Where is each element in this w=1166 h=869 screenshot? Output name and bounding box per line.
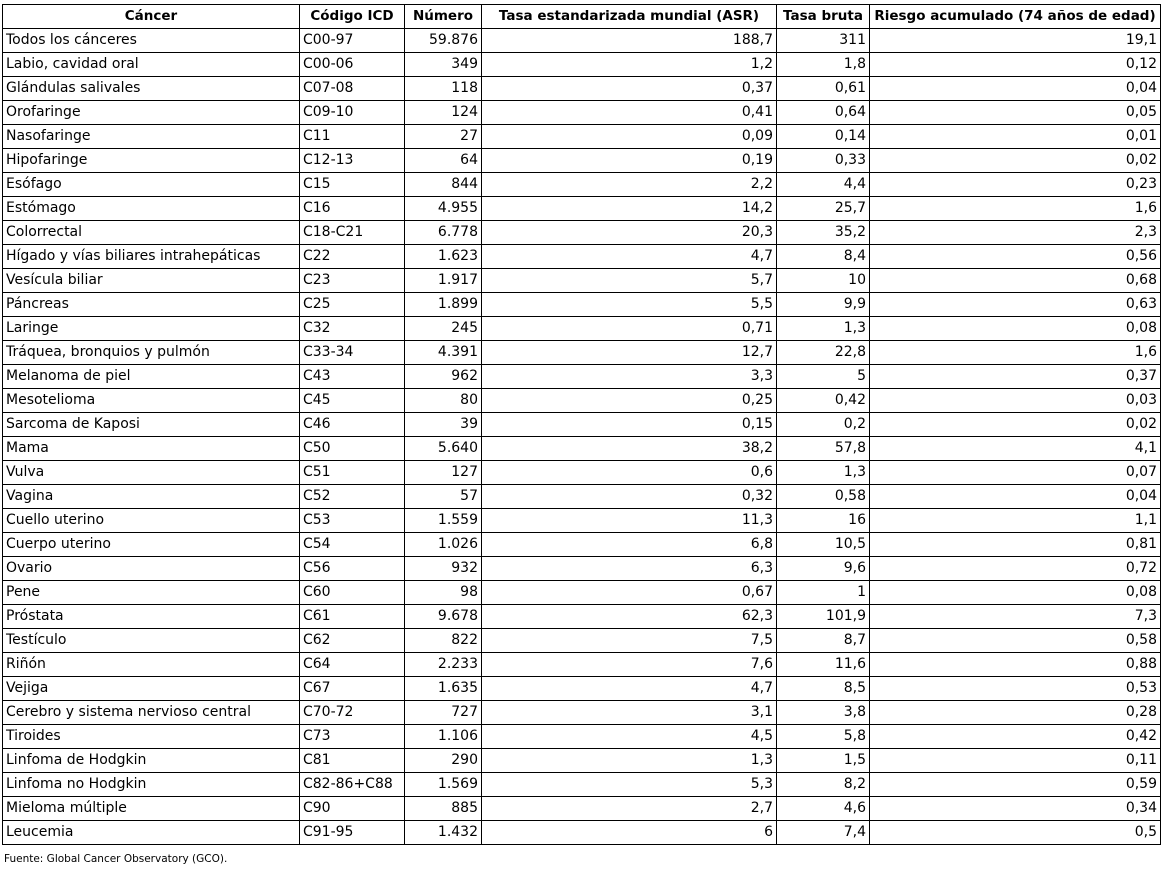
table-row — [3, 221, 1161, 245]
cell-cancer: Cuello uterino — [3, 509, 300, 533]
cell-asr: 6,3 — [482, 557, 777, 581]
cell-cumulative-risk: 0,08 — [870, 581, 1161, 605]
cell-number: 1.635 — [405, 677, 482, 701]
cell-asr: 38,2 — [482, 437, 777, 461]
table-row — [3, 77, 1161, 101]
cell-asr: 188,7 — [482, 29, 777, 53]
cell-asr: 62,3 — [482, 605, 777, 629]
cell-icd-code: C07-08 — [300, 77, 405, 101]
table-row — [3, 101, 1161, 125]
cell-crude-rate: 35,2 — [777, 221, 870, 245]
cell-icd-code: C00-06 — [300, 53, 405, 77]
cell-asr: 5,3 — [482, 773, 777, 797]
cell-asr: 0,37 — [482, 77, 777, 101]
cell-cancer: Vesícula biliar — [3, 269, 300, 293]
cell-crude-rate: 9,9 — [777, 293, 870, 317]
cell-asr: 0,71 — [482, 317, 777, 341]
cell-cumulative-risk: 0,81 — [870, 533, 1161, 557]
cell-cumulative-risk: 0,42 — [870, 725, 1161, 749]
cell-number: 57 — [405, 485, 482, 509]
cell-crude-rate: 101,9 — [777, 605, 870, 629]
header-icd-code: Código ICD — [300, 5, 405, 29]
cell-asr: 4,7 — [482, 677, 777, 701]
cell-cumulative-risk: 0,72 — [870, 557, 1161, 581]
cell-number: 1.559 — [405, 509, 482, 533]
table-header-row — [3, 5, 1161, 29]
cell-crude-rate: 10 — [777, 269, 870, 293]
cell-cumulative-risk: 0,88 — [870, 653, 1161, 677]
cell-crude-rate: 3,8 — [777, 701, 870, 725]
table-row — [3, 749, 1161, 773]
cell-number: 6.778 — [405, 221, 482, 245]
cell-crude-rate: 0,58 — [777, 485, 870, 509]
cell-number: 2.233 — [405, 653, 482, 677]
cell-number: 1.106 — [405, 725, 482, 749]
cell-number: 59.876 — [405, 29, 482, 53]
table-row — [3, 269, 1161, 293]
cell-number: 349 — [405, 53, 482, 77]
cell-asr: 1,2 — [482, 53, 777, 77]
cell-crude-rate: 5 — [777, 365, 870, 389]
table-row — [3, 293, 1161, 317]
cell-crude-rate: 1,8 — [777, 53, 870, 77]
cell-icd-code: C54 — [300, 533, 405, 557]
cell-icd-code: C15 — [300, 173, 405, 197]
cell-number: 127 — [405, 461, 482, 485]
cell-cancer: Melanoma de piel — [3, 365, 300, 389]
cell-cancer: Mieloma múltiple — [3, 797, 300, 821]
table-row — [3, 653, 1161, 677]
cell-cumulative-risk: 2,3 — [870, 221, 1161, 245]
table-row — [3, 389, 1161, 413]
cell-number: 885 — [405, 797, 482, 821]
cell-number: 98 — [405, 581, 482, 605]
cell-asr: 12,7 — [482, 341, 777, 365]
cell-cumulative-risk: 0,59 — [870, 773, 1161, 797]
cell-number: 5.640 — [405, 437, 482, 461]
cell-asr: 4,7 — [482, 245, 777, 269]
cell-icd-code: C52 — [300, 485, 405, 509]
cell-number: 39 — [405, 413, 482, 437]
header-cancer: Cáncer — [3, 5, 300, 29]
table-row — [3, 773, 1161, 797]
cell-asr: 0,19 — [482, 149, 777, 173]
cell-asr: 2,7 — [482, 797, 777, 821]
cell-cancer: Orofaringe — [3, 101, 300, 125]
cell-asr: 6 — [482, 821, 777, 845]
source-note: Fuente: Global Cancer Observatory (GCO). — [4, 853, 228, 865]
cell-number: 1.026 — [405, 533, 482, 557]
cell-cumulative-risk: 0,28 — [870, 701, 1161, 725]
cell-cancer: Mesotelioma — [3, 389, 300, 413]
cell-cumulative-risk: 0,01 — [870, 125, 1161, 149]
cell-cancer: Laringe — [3, 317, 300, 341]
table-row — [3, 557, 1161, 581]
cell-icd-code: C64 — [300, 653, 405, 677]
cell-cancer: Vulva — [3, 461, 300, 485]
table-row — [3, 605, 1161, 629]
cell-number: 844 — [405, 173, 482, 197]
cell-crude-rate: 311 — [777, 29, 870, 53]
cell-cumulative-risk: 0,53 — [870, 677, 1161, 701]
cell-asr: 0,09 — [482, 125, 777, 149]
cell-number: 64 — [405, 149, 482, 173]
cell-icd-code: C18-C21 — [300, 221, 405, 245]
cell-cancer: Todos los cánceres — [3, 29, 300, 53]
cell-asr: 5,5 — [482, 293, 777, 317]
table-row — [3, 581, 1161, 605]
cell-icd-code: C60 — [300, 581, 405, 605]
cell-cumulative-risk: 7,3 — [870, 605, 1161, 629]
table-row — [3, 701, 1161, 725]
cell-icd-code: C56 — [300, 557, 405, 581]
cell-icd-code: C91-95 — [300, 821, 405, 845]
cell-icd-code: C62 — [300, 629, 405, 653]
cell-cancer: Labio, cavidad oral — [3, 53, 300, 77]
cell-cancer: Cuerpo uterino — [3, 533, 300, 557]
cell-asr: 0,15 — [482, 413, 777, 437]
table-row — [3, 797, 1161, 821]
cell-cancer: Vagina — [3, 485, 300, 509]
cell-asr: 0,41 — [482, 101, 777, 125]
document-page — [2, 4, 1161, 865]
cell-number: 1.623 — [405, 245, 482, 269]
cell-cumulative-risk: 0,11 — [870, 749, 1161, 773]
cell-icd-code: C45 — [300, 389, 405, 413]
cell-cancer: Linfoma no Hodgkin — [3, 773, 300, 797]
cell-icd-code: C61 — [300, 605, 405, 629]
cell-crude-rate: 1,5 — [777, 749, 870, 773]
table-row — [3, 173, 1161, 197]
table-row — [3, 245, 1161, 269]
cell-crude-rate: 9,6 — [777, 557, 870, 581]
cell-cumulative-risk: 0,56 — [870, 245, 1161, 269]
cell-cancer: Ovario — [3, 557, 300, 581]
cell-number: 1.899 — [405, 293, 482, 317]
cell-icd-code: C51 — [300, 461, 405, 485]
table-row — [3, 29, 1161, 53]
cell-crude-rate: 11,6 — [777, 653, 870, 677]
cell-number: 4.955 — [405, 197, 482, 221]
cell-cancer: Tiroides — [3, 725, 300, 749]
header-cumulative-risk: Riesgo acumulado (74 años de edad) — [870, 5, 1161, 29]
cell-cancer: Linfoma de Hodgkin — [3, 749, 300, 773]
cell-crude-rate: 0,61 — [777, 77, 870, 101]
cell-crude-rate: 8,7 — [777, 629, 870, 653]
cell-crude-rate: 0,2 — [777, 413, 870, 437]
cell-cumulative-risk: 1,6 — [870, 341, 1161, 365]
header-asr: Tasa estandarizada mundial (ASR) — [482, 5, 777, 29]
cell-icd-code: C12-13 — [300, 149, 405, 173]
cell-asr: 5,7 — [482, 269, 777, 293]
cell-crude-rate: 7,4 — [777, 821, 870, 845]
cell-asr: 7,5 — [482, 629, 777, 653]
cell-cumulative-risk: 0,04 — [870, 77, 1161, 101]
cell-crude-rate: 10,5 — [777, 533, 870, 557]
cell-cumulative-risk: 1,6 — [870, 197, 1161, 221]
cell-number: 962 — [405, 365, 482, 389]
cell-icd-code: C00-97 — [300, 29, 405, 53]
cell-cumulative-risk: 0,08 — [870, 317, 1161, 341]
cell-cancer: Mama — [3, 437, 300, 461]
table-row — [3, 509, 1161, 533]
cell-number: 9.678 — [405, 605, 482, 629]
cell-cumulative-risk: 0,63 — [870, 293, 1161, 317]
cell-cumulative-risk: 1,1 — [870, 509, 1161, 533]
cell-number: 124 — [405, 101, 482, 125]
cell-crude-rate: 0,14 — [777, 125, 870, 149]
cell-icd-code: C23 — [300, 269, 405, 293]
cell-crude-rate: 4,6 — [777, 797, 870, 821]
cell-asr: 20,3 — [482, 221, 777, 245]
cell-crude-rate: 4,4 — [777, 173, 870, 197]
cell-icd-code: C82-86+C88 — [300, 773, 405, 797]
cell-crude-rate: 57,8 — [777, 437, 870, 461]
cell-cumulative-risk: 0,05 — [870, 101, 1161, 125]
table-row — [3, 365, 1161, 389]
cell-cancer: Hígado y vías biliares intrahepáticas — [3, 245, 300, 269]
cell-cancer: Leucemia — [3, 821, 300, 845]
cell-cumulative-risk: 0,68 — [870, 269, 1161, 293]
cell-icd-code: C46 — [300, 413, 405, 437]
cell-asr: 0,67 — [482, 581, 777, 605]
cell-asr: 4,5 — [482, 725, 777, 749]
cell-asr: 0,6 — [482, 461, 777, 485]
cell-crude-rate: 8,4 — [777, 245, 870, 269]
cell-cumulative-risk: 0,07 — [870, 461, 1161, 485]
cell-cancer: Próstata — [3, 605, 300, 629]
cell-icd-code: C11 — [300, 125, 405, 149]
cell-asr: 7,6 — [482, 653, 777, 677]
cell-asr: 14,2 — [482, 197, 777, 221]
table-row — [3, 437, 1161, 461]
cell-crude-rate: 5,8 — [777, 725, 870, 749]
cell-icd-code: C22 — [300, 245, 405, 269]
cell-cancer: Pene — [3, 581, 300, 605]
cell-cancer: Sarcoma de Kaposi — [3, 413, 300, 437]
cell-number: 1.432 — [405, 821, 482, 845]
cell-crude-rate: 8,2 — [777, 773, 870, 797]
cell-number: 245 — [405, 317, 482, 341]
cell-cancer: Nasofaringe — [3, 125, 300, 149]
cell-icd-code: C50 — [300, 437, 405, 461]
cell-crude-rate: 0,42 — [777, 389, 870, 413]
cell-icd-code: C33-34 — [300, 341, 405, 365]
cell-crude-rate: 1,3 — [777, 317, 870, 341]
table-row — [3, 485, 1161, 509]
cell-number: 290 — [405, 749, 482, 773]
cell-icd-code: C25 — [300, 293, 405, 317]
cell-cancer: Estómago — [3, 197, 300, 221]
header-number: Número — [405, 5, 482, 29]
cell-cumulative-risk: 0,02 — [870, 413, 1161, 437]
cell-cancer: Glándulas salivales — [3, 77, 300, 101]
cell-crude-rate: 8,5 — [777, 677, 870, 701]
table-row — [3, 677, 1161, 701]
cell-cancer: Páncreas — [3, 293, 300, 317]
header-crude-rate: Tasa bruta — [777, 5, 870, 29]
cell-cumulative-risk: 19,1 — [870, 29, 1161, 53]
cell-number: 822 — [405, 629, 482, 653]
cell-cumulative-risk: 0,34 — [870, 797, 1161, 821]
cell-cumulative-risk: 0,04 — [870, 485, 1161, 509]
table-row — [3, 149, 1161, 173]
cell-crude-rate: 0,33 — [777, 149, 870, 173]
cell-cancer: Colorrectal — [3, 221, 300, 245]
table-row — [3, 53, 1161, 77]
cell-crude-rate: 16 — [777, 509, 870, 533]
cell-number: 1.569 — [405, 773, 482, 797]
table-row — [3, 341, 1161, 365]
table-row — [3, 725, 1161, 749]
cell-number: 1.917 — [405, 269, 482, 293]
cell-icd-code: C43 — [300, 365, 405, 389]
cell-cumulative-risk: 0,02 — [870, 149, 1161, 173]
table-row — [3, 533, 1161, 557]
table-row — [3, 197, 1161, 221]
cell-asr: 2,2 — [482, 173, 777, 197]
cell-asr: 6,8 — [482, 533, 777, 557]
cell-icd-code: C67 — [300, 677, 405, 701]
cell-icd-code: C16 — [300, 197, 405, 221]
table-body — [3, 29, 1161, 845]
table-row — [3, 125, 1161, 149]
cell-cumulative-risk: 0,12 — [870, 53, 1161, 77]
cell-cancer: Hipofaringe — [3, 149, 300, 173]
cell-icd-code: C70-72 — [300, 701, 405, 725]
cell-asr: 3,1 — [482, 701, 777, 725]
cell-icd-code: C09-10 — [300, 101, 405, 125]
cell-number: 4.391 — [405, 341, 482, 365]
cell-number: 932 — [405, 557, 482, 581]
cell-cancer: Vejiga — [3, 677, 300, 701]
table-row — [3, 821, 1161, 845]
table-row — [3, 629, 1161, 653]
table-row — [3, 413, 1161, 437]
cell-cumulative-risk: 4,1 — [870, 437, 1161, 461]
cell-cumulative-risk: 0,5 — [870, 821, 1161, 845]
cell-cancer: Tráquea, bronquios y pulmón — [3, 341, 300, 365]
cell-asr: 0,25 — [482, 389, 777, 413]
cell-number: 727 — [405, 701, 482, 725]
cell-cancer: Riñón — [3, 653, 300, 677]
cell-number: 118 — [405, 77, 482, 101]
cell-crude-rate: 1 — [777, 581, 870, 605]
cell-number: 80 — [405, 389, 482, 413]
cell-cancer: Cerebro y sistema nervioso central — [3, 701, 300, 725]
cell-asr: 0,32 — [482, 485, 777, 509]
cell-icd-code: C53 — [300, 509, 405, 533]
cell-cumulative-risk: 0,37 — [870, 365, 1161, 389]
cell-icd-code: C90 — [300, 797, 405, 821]
cell-crude-rate: 1,3 — [777, 461, 870, 485]
cancer-data-table — [2, 4, 1161, 845]
cell-asr: 1,3 — [482, 749, 777, 773]
table-row — [3, 461, 1161, 485]
cell-cumulative-risk: 0,58 — [870, 629, 1161, 653]
cell-icd-code: C81 — [300, 749, 405, 773]
table-row — [3, 317, 1161, 341]
cell-cancer: Testículo — [3, 629, 300, 653]
cell-icd-code: C32 — [300, 317, 405, 341]
cell-crude-rate: 22,8 — [777, 341, 870, 365]
cell-cumulative-risk: 0,23 — [870, 173, 1161, 197]
cell-number: 27 — [405, 125, 482, 149]
cell-asr: 3,3 — [482, 365, 777, 389]
cell-crude-rate: 0,64 — [777, 101, 870, 125]
cell-cancer: Esófago — [3, 173, 300, 197]
cell-cumulative-risk: 0,03 — [870, 389, 1161, 413]
cell-crude-rate: 25,7 — [777, 197, 870, 221]
cell-icd-code: C73 — [300, 725, 405, 749]
cell-asr: 11,3 — [482, 509, 777, 533]
